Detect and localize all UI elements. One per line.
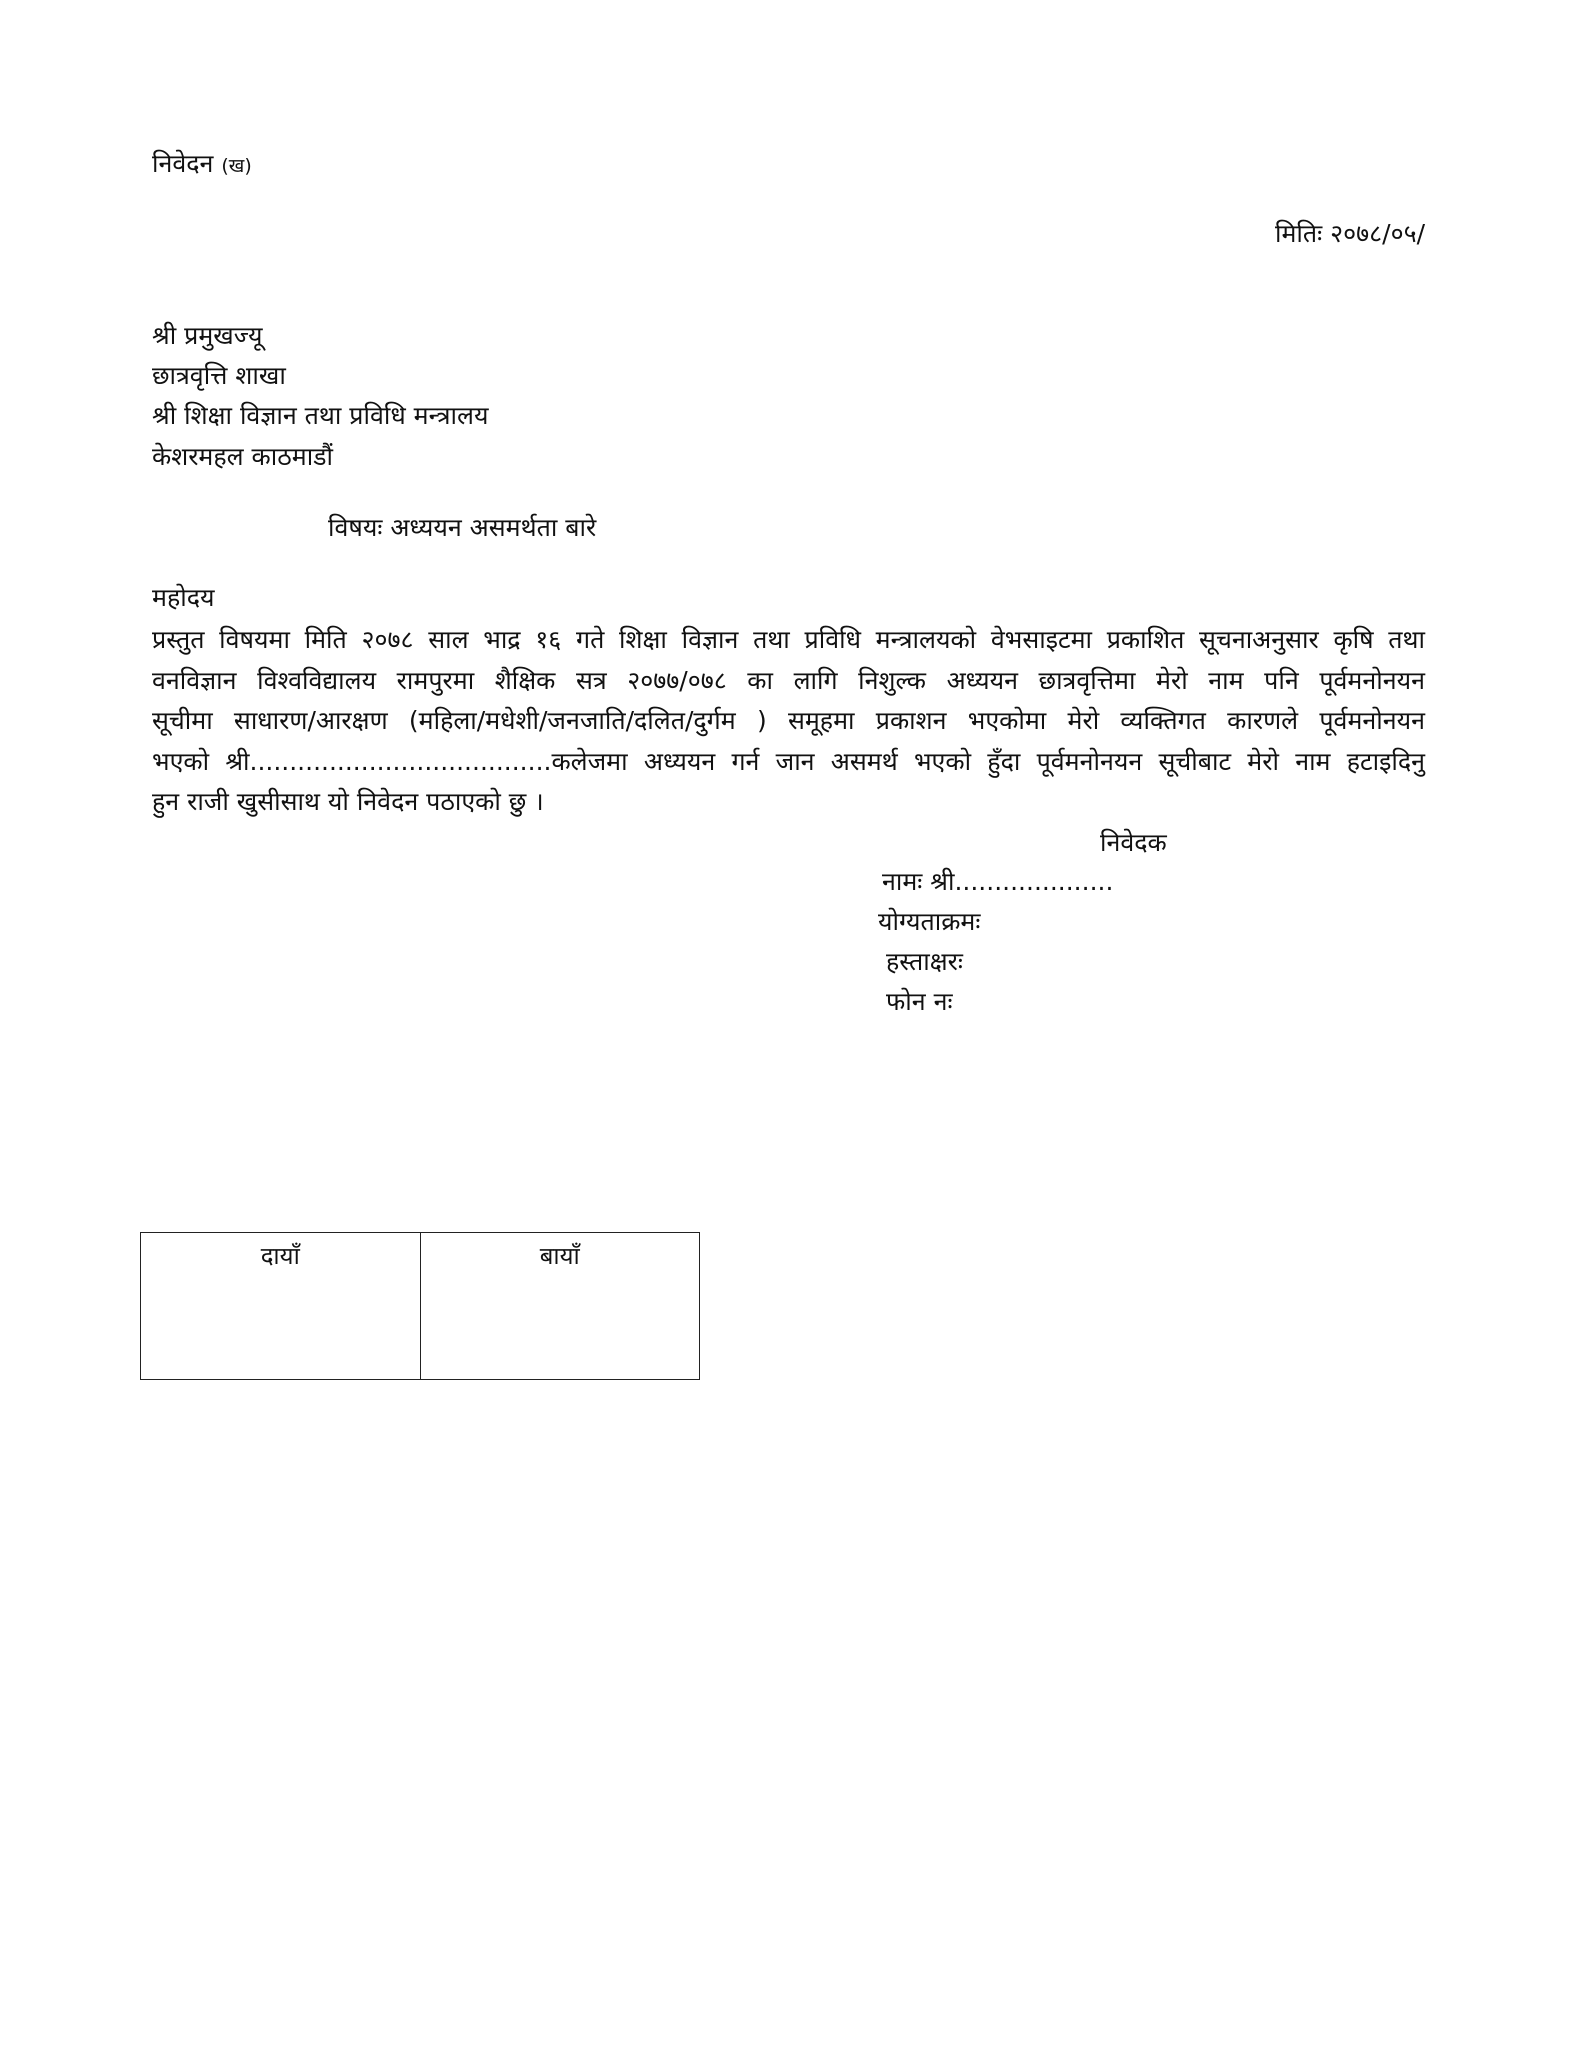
- form-label-text: निवेदन: [152, 149, 214, 178]
- signature-field: हस्ताक्षरः: [886, 947, 963, 976]
- phone-field: फोन नः: [886, 987, 953, 1016]
- thumbprint-row: [141, 1233, 700, 1380]
- body-line: प्रस्तुत विषयमा मिति २०७८ साल भाद्र १६ गते शिक्षा विज्ञान तथा प्रविधि मन्त्रालयको वेभसाइटमा प्रकाशित सूचनाअनुसार कृषि तथा: [152, 625, 1425, 654]
- left-thumb-cell: बायाँ: [420, 1233, 700, 1380]
- recipient-line-4: केशरमहल काठमाडौं: [152, 442, 334, 471]
- applicant-name-field: नामः श्री....................: [882, 867, 1114, 896]
- salutation: महोदय: [152, 583, 215, 612]
- thumbprint-table: [140, 1232, 700, 1380]
- applicant-label: निवेदक: [1100, 828, 1167, 857]
- body-line: वनविज्ञान विश्वविद्यालय रामपुरमा शैक्षिक सत्र २०७७/०७८ का लागि निशुल्क अध्ययन छात्रवृत्तिमा मेरो नाम पनि पूर्वमनोनयन: [152, 665, 1425, 695]
- merit-rank-field: योग्यताक्रमः: [878, 907, 981, 936]
- form-label-suffix: (ख): [221, 155, 252, 177]
- recipient-line-3: श्री शिक्षा विज्ञान तथा प्रविधि मन्त्रालय: [152, 401, 489, 430]
- letter-date: मितिः २०७८/०५/: [1275, 219, 1425, 248]
- body-line: हुन राजी खुसीसाथ यो निवेदन पठाएको छु ।: [152, 787, 544, 816]
- right-thumb-cell: दायाँ: [141, 1233, 421, 1380]
- body-line: सूचीमा साधारण/आरक्षण (महिला/मधेशी/जनजाति/दलित/दुर्गम ) समूहमा प्रकाशन भएकोमा मेरो व्यक्तिगत कारणले पूर्वमनोनयन: [152, 706, 1425, 735]
- recipient-line-1: श्री प्रमुखज्यू: [152, 321, 263, 350]
- letter-subject: विषयः अध्ययन असमर्थता बारे: [328, 513, 597, 542]
- body-line: भएको श्री......................................कलेजमा अध्ययन गर्न जान असमर्थ भएको हुँदा पूर्वमनोनयन सूचीबाट मेरो नाम हटाइदिनु: [152, 746, 1425, 776]
- recipient-line-2: छात्रवृत्ति शाखा: [152, 361, 286, 390]
- letter-body: [152, 620, 1425, 823]
- form-label: [152, 148, 252, 182]
